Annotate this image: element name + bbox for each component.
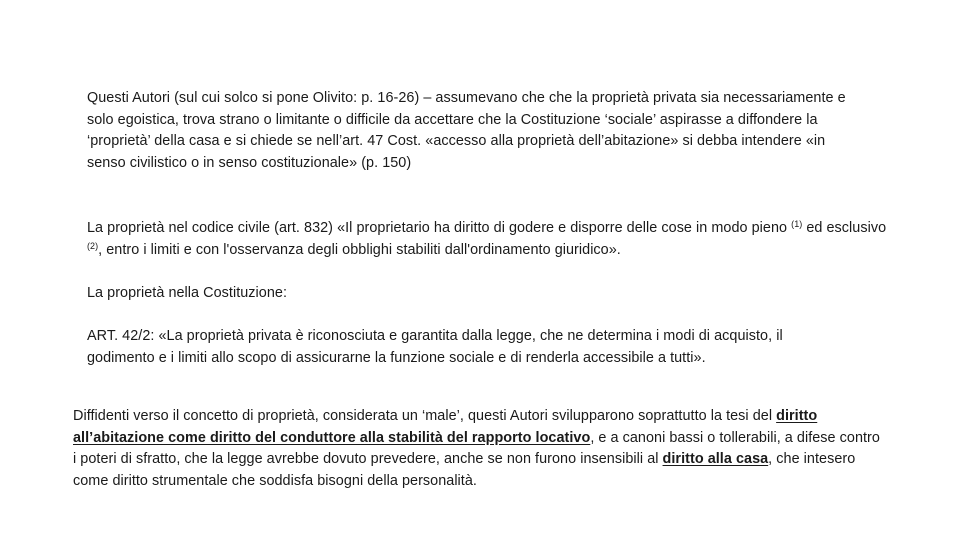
housing-text-part1: Diffidenti verso il concetto di proprietà, considerata un ‘male’, questi Autori svilupparono soprattutto la tesi del — [73, 408, 777, 424]
housing-text-part2: , e a canoni bassi o tollerabili, a difese contro i poteri di sfratto, che la legge avrebbe dovuto prevedere, anche se non furono insensibili al — [73, 429, 880, 467]
constitution-heading-text: La proprietà nella Costituzione: — [87, 285, 287, 301]
paragraph-civil-code-property — [87, 218, 887, 261]
civil-code-text-end: , entro i limiti e con l'osservanza degli obblighi stabiliti dall'ordinamento giuridico». — [98, 241, 621, 258]
paragraph-right-to-housing — [73, 406, 883, 492]
housing-text-part3: , che intesero come diritto strumentale che soddisfa bisogni della personalità. — [73, 451, 856, 489]
footnote-ref-1: (1) — [791, 219, 803, 229]
footnote-ref-2: (2) — [87, 240, 99, 251]
civil-code-text-start: La proprietà nel codice civile (art. 832) «Il proprietario ha diritto di godere e disporre delle cose in modo pieno — [87, 220, 792, 236]
article-42-text: ART. 42/2: «La proprietà privata è riconosciuta e garantita dalla legge, che ne determina i modi di acquisto, il godimento e i limiti allo scopo di assicurarne la funzione sociale e di renderla accessibile a tutti». — [87, 328, 783, 366]
paragraph-authors-olivito — [87, 88, 847, 174]
housing-bold-right-to-home: diritto alla casa — [662, 451, 769, 467]
housing-bold-tenant-right: diritto all’abitazione come diritto del conduttore alla stabilità del rapporto locativo — [73, 408, 818, 446]
paragraph-article-42 — [87, 326, 847, 369]
civil-code-text-middle: ed esclusivo — [802, 220, 887, 236]
paragraph-authors-olivito-text: Questi Autori (sul cui solco si pone Olivito: p. 16-26) – assumevano che che la proprietà privata sia necessariamente e solo egoistica, trova strano o limitante o difficile da accettare che la Costituzione ‘sociale’ aspirasse a diffondere la ‘proprietà’ della casa e si chiede se nell’art. 47 Cost. «accesso alla proprietà dell’abitazione» si debba intendere «in senso civilistico o in senso costituzionale» (p. 150) — [87, 90, 846, 171]
paragraph-constitution-heading — [87, 283, 847, 305]
